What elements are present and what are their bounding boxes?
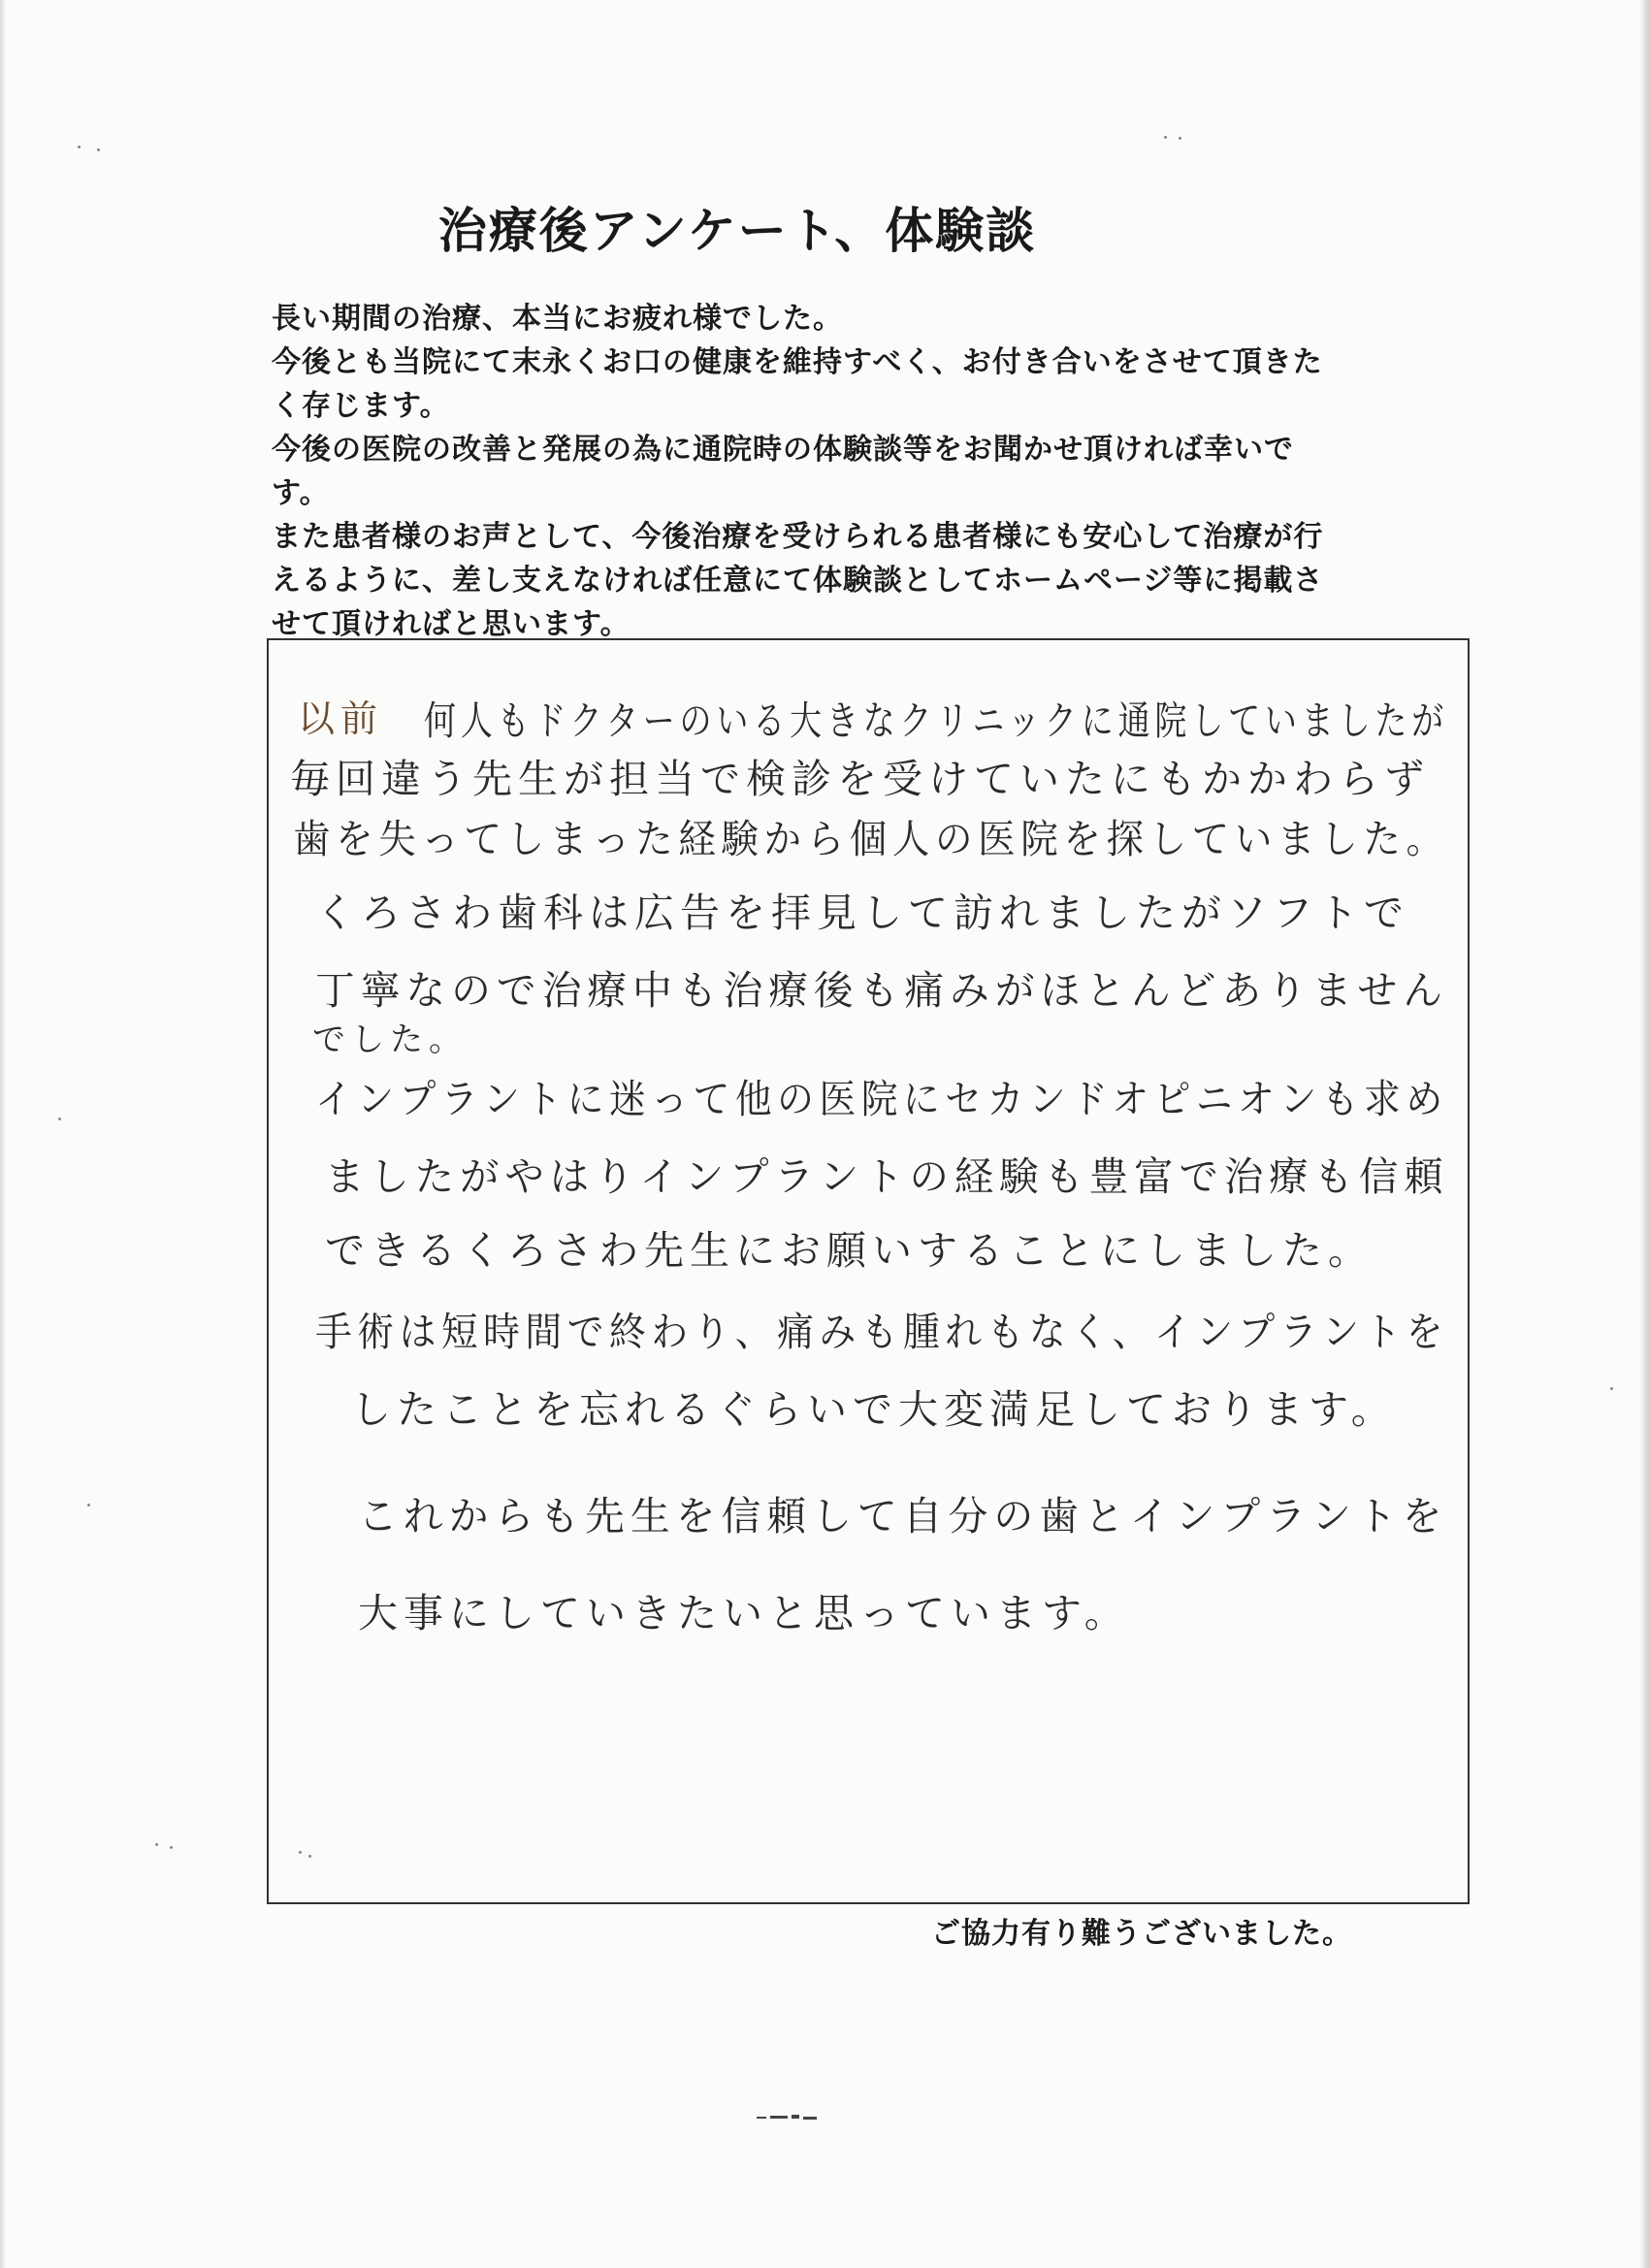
scan-speck bbox=[87, 1504, 90, 1507]
scan-speck bbox=[1179, 137, 1181, 140]
handwritten-answer-box bbox=[267, 638, 1470, 1904]
scan-speck bbox=[155, 1843, 158, 1846]
answer-line-2: 毎回違う先生が担当で検診を受けていたにもかかわらず bbox=[290, 756, 1430, 802]
document-title: 治療後アンケート、体験談 bbox=[437, 203, 1037, 259]
answer-line-6: でした。 bbox=[312, 1021, 468, 1059]
answer-line-3: 歯を失ってしまった経験から個人の医院を探していました。 bbox=[293, 816, 1449, 862]
scan-speck bbox=[1610, 1387, 1613, 1390]
answer-line-4: くろさわ歯科は広告を拝見して訪れましたがソフトで bbox=[315, 890, 1409, 936]
scan-speck bbox=[170, 1846, 173, 1849]
answer-line-8: ましたがやはりインプラントの経験も豊富で治療も信頼 bbox=[325, 1153, 1449, 1200]
answer-line-5: 丁寧なので治療中も治療後も痛みがほとんどありません bbox=[315, 967, 1448, 1014]
answer-label: 以前 bbox=[298, 697, 384, 740]
scan-speck bbox=[97, 148, 100, 151]
scan-speck bbox=[78, 146, 81, 148]
page-edge-right bbox=[1639, 0, 1649, 2268]
answer-line-13: 大事にしていきたいと思っています。 bbox=[358, 1590, 1130, 1636]
scan-speck bbox=[1164, 136, 1167, 139]
intro-paragraph: 長い期間の治療、本当にお疲れ様でした。 今後とも当院にて末永くお口の健康を維持すべく、お付き合いをさせて頂きた く存じます。 今後の医院の改善と発展の為に通院時の体験談等をお聞かせ頂ければ幸いで す。 また患者様のお声として、今後治療を受けられる患者様にも安心して治療が行 えるように、差し支えなければ任意にて体験談としてホームページ等に掲載さ せて頂ければと思います。 bbox=[272, 302, 1324, 641]
answer-line-9: できるくろさわ先生にお願いすることにしました。 bbox=[325, 1227, 1374, 1274]
answer-line-7: インプラントに迷って他の医院にセカンドオピニオンも求め bbox=[315, 1076, 1448, 1122]
scan-speck bbox=[58, 1118, 61, 1120]
page-edge-left bbox=[0, 0, 6, 2268]
answer-line-10: 手術は短時間で終わり、痛みも腫れもなく、インプラントを bbox=[315, 1309, 1449, 1355]
answer-line-11: したことを忘れるぐらいで大変満足しております。 bbox=[351, 1386, 1397, 1433]
scan-mark bbox=[757, 2115, 817, 2121]
answer-line-12: これからも先生を信頼して自分の歯とインプラントを bbox=[358, 1493, 1448, 1539]
closing-thanks: ご協力有り難うございました。 bbox=[931, 1917, 1352, 1951]
answer-line-1: 何人もドクターのいる大きなクリニックに通院していましたが bbox=[424, 697, 1449, 744]
